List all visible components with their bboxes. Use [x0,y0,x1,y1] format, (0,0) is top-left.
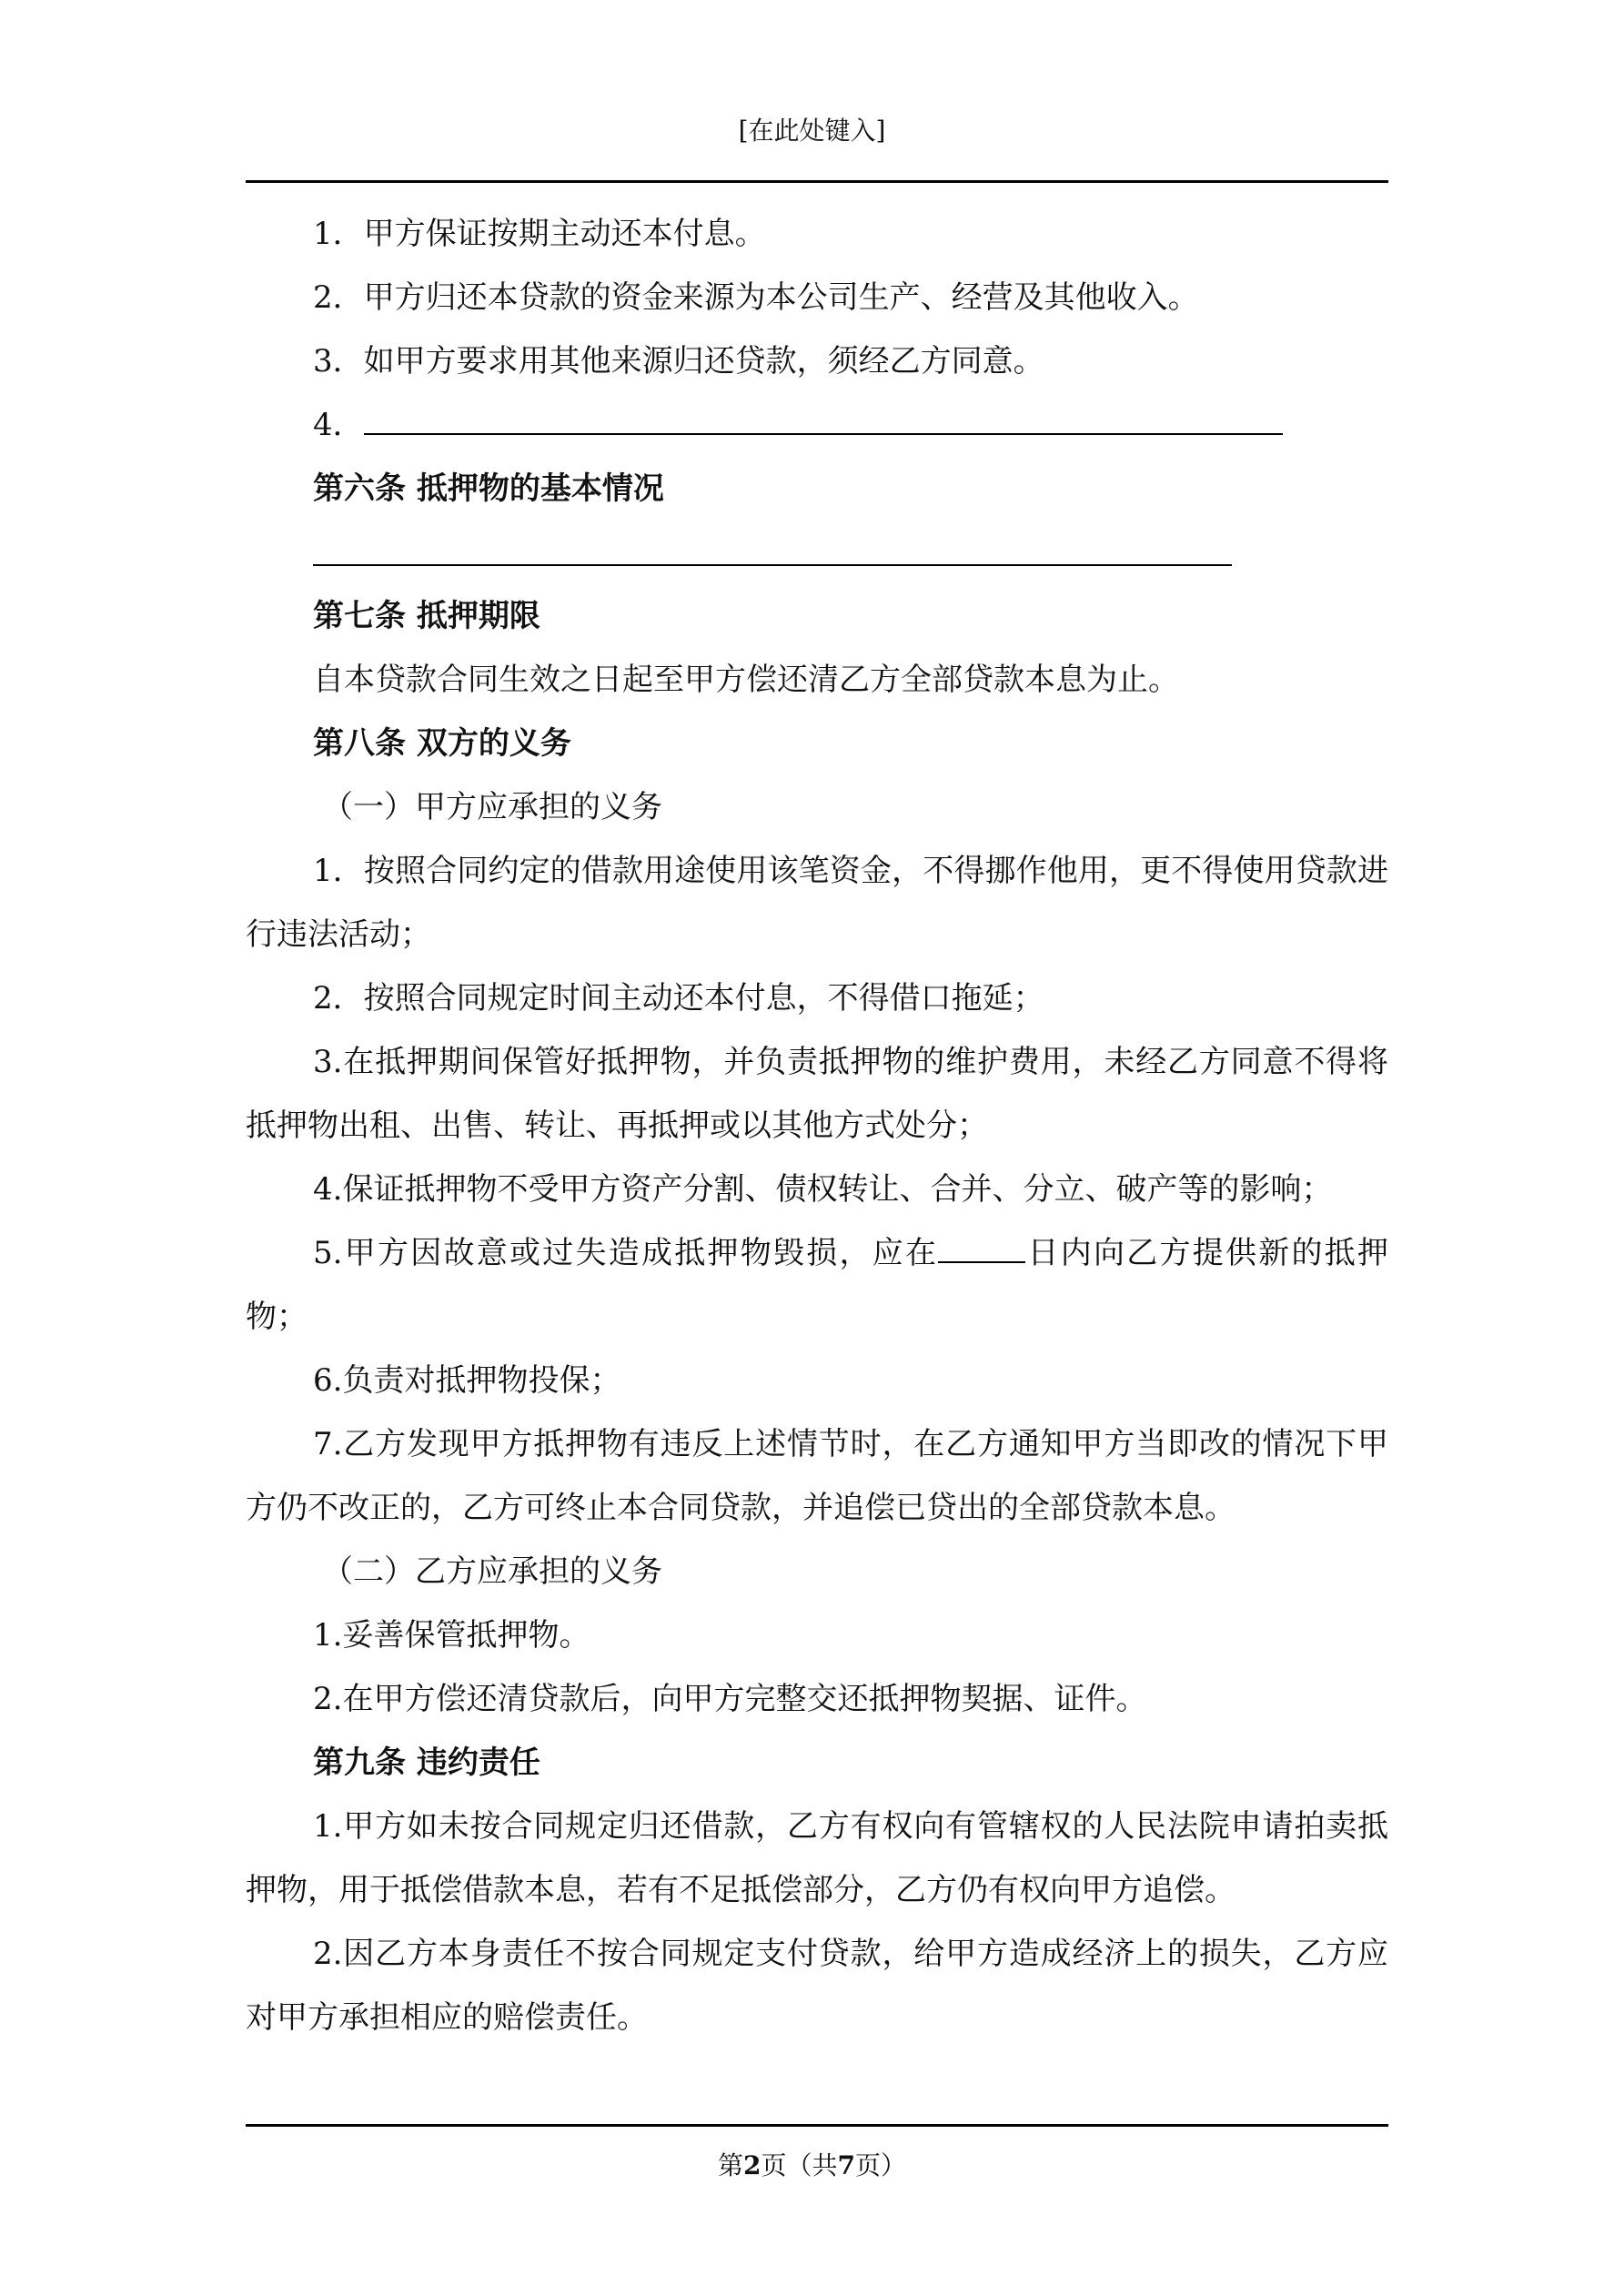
article-8-a-item-4: 4.保证抵押物不受甲方资产分割、债权转让、合并、分立、破产等的影响； [313,1171,1333,1208]
header-rule [246,180,1388,183]
days-blank [938,1230,1025,1263]
article-9-item-2: 2.因乙方本身责任不按合同规定支付贷款，给甲方造成经济上的损失，乙方应对甲方承担相应的赔偿责任。 [246,1936,1388,2036]
article-8-a-item-2: 2．按照合同规定时间主动还本付息，不得借口拖延； [313,980,1044,1017]
item-5-text-before: 5.甲方因故意或过失造成抵押物毁损，应在 [313,1235,939,1271]
clause-5-item-1: 1．甲方保证按期主动还本付息。 [313,216,766,252]
article-8-b-item-2: 2.在甲方偿还清贷款后，向甲方完整交还抵押物契据、证件。 [313,1681,1147,1717]
clause-5-item-4 [246,393,1388,457]
article-8-a-item-6: 6.负责对抵押物投保； [313,1362,621,1399]
document-body [246,202,1388,2049]
article-8-subheading-party-a: （一）甲方应承担的义务 [322,789,662,825]
current-page-number: 2 [743,2150,762,2180]
item-5-text-after: 日内向乙方提供新的抵押物； [246,1235,1388,1335]
page-header: [在此处键入] [738,116,886,146]
article-9-title: 第九条 违约责任 [313,1745,540,1781]
article-8-a-item-7: 7.乙方发现甲方抵押物有违反上述情节时，在乙方通知甲方当即改的情况下甲方仍不改正的，乙方可终止本合同贷款，并追偿已贷出的全部贷款本息。 [246,1426,1388,1526]
article-6-blank-line [313,521,1232,584]
footer-rule [246,2124,1388,2127]
item-4-number: 4． [313,407,364,443]
article-7-text: 自本贷款合同生效之日起至甲方偿还清乙方全部贷款本息为止。 [313,662,1179,698]
clause-5-item-2: 2．甲方归还本贷款的资金来源为本公司生产、经营及其他收入。 [313,279,1199,316]
article-8-a-item-5 [246,1221,1388,1349]
article-9-item-1: 1.甲方如未按合同规定归还借款，乙方有权向有管辖权的人民法院申请拍卖抵押物，用于抵偿借款本息，若有不足抵偿部分，乙方仍有权向甲方追偿。 [246,1808,1388,1908]
total-page-count: 7 [837,2150,855,2180]
page-footer: 第2页（共7页） [717,2150,906,2180]
article-8-a-item-1: 1．按照合同约定的借款用途使用该笔资金，不得挪作他用，更不得使用贷款进行违法活动； [246,853,1388,953]
article-8-a-item-3: 3.在抵押期间保管好抵押物，并负责抵押物的维护费用，未经乙方同意不得将抵押物出租、出售、转让、再抵押或以其他方式处分； [246,1044,1388,1144]
clause-5-item-3: 3．如甲方要求用其他来源归还贷款，须经乙方同意。 [313,343,1044,379]
article-8-subheading-party-b: （二）乙方应承担的义务 [322,1553,662,1590]
fill-in-blank-line [364,402,1283,435]
article-6-title: 第六条 抵押物的基本情况 [313,470,664,507]
article-8-b-item-1: 1.妥善保管抵押物。 [313,1617,590,1654]
article-7-title: 第七条 抵押期限 [313,598,540,634]
article-8-title: 第八条 双方的义务 [313,725,571,762]
